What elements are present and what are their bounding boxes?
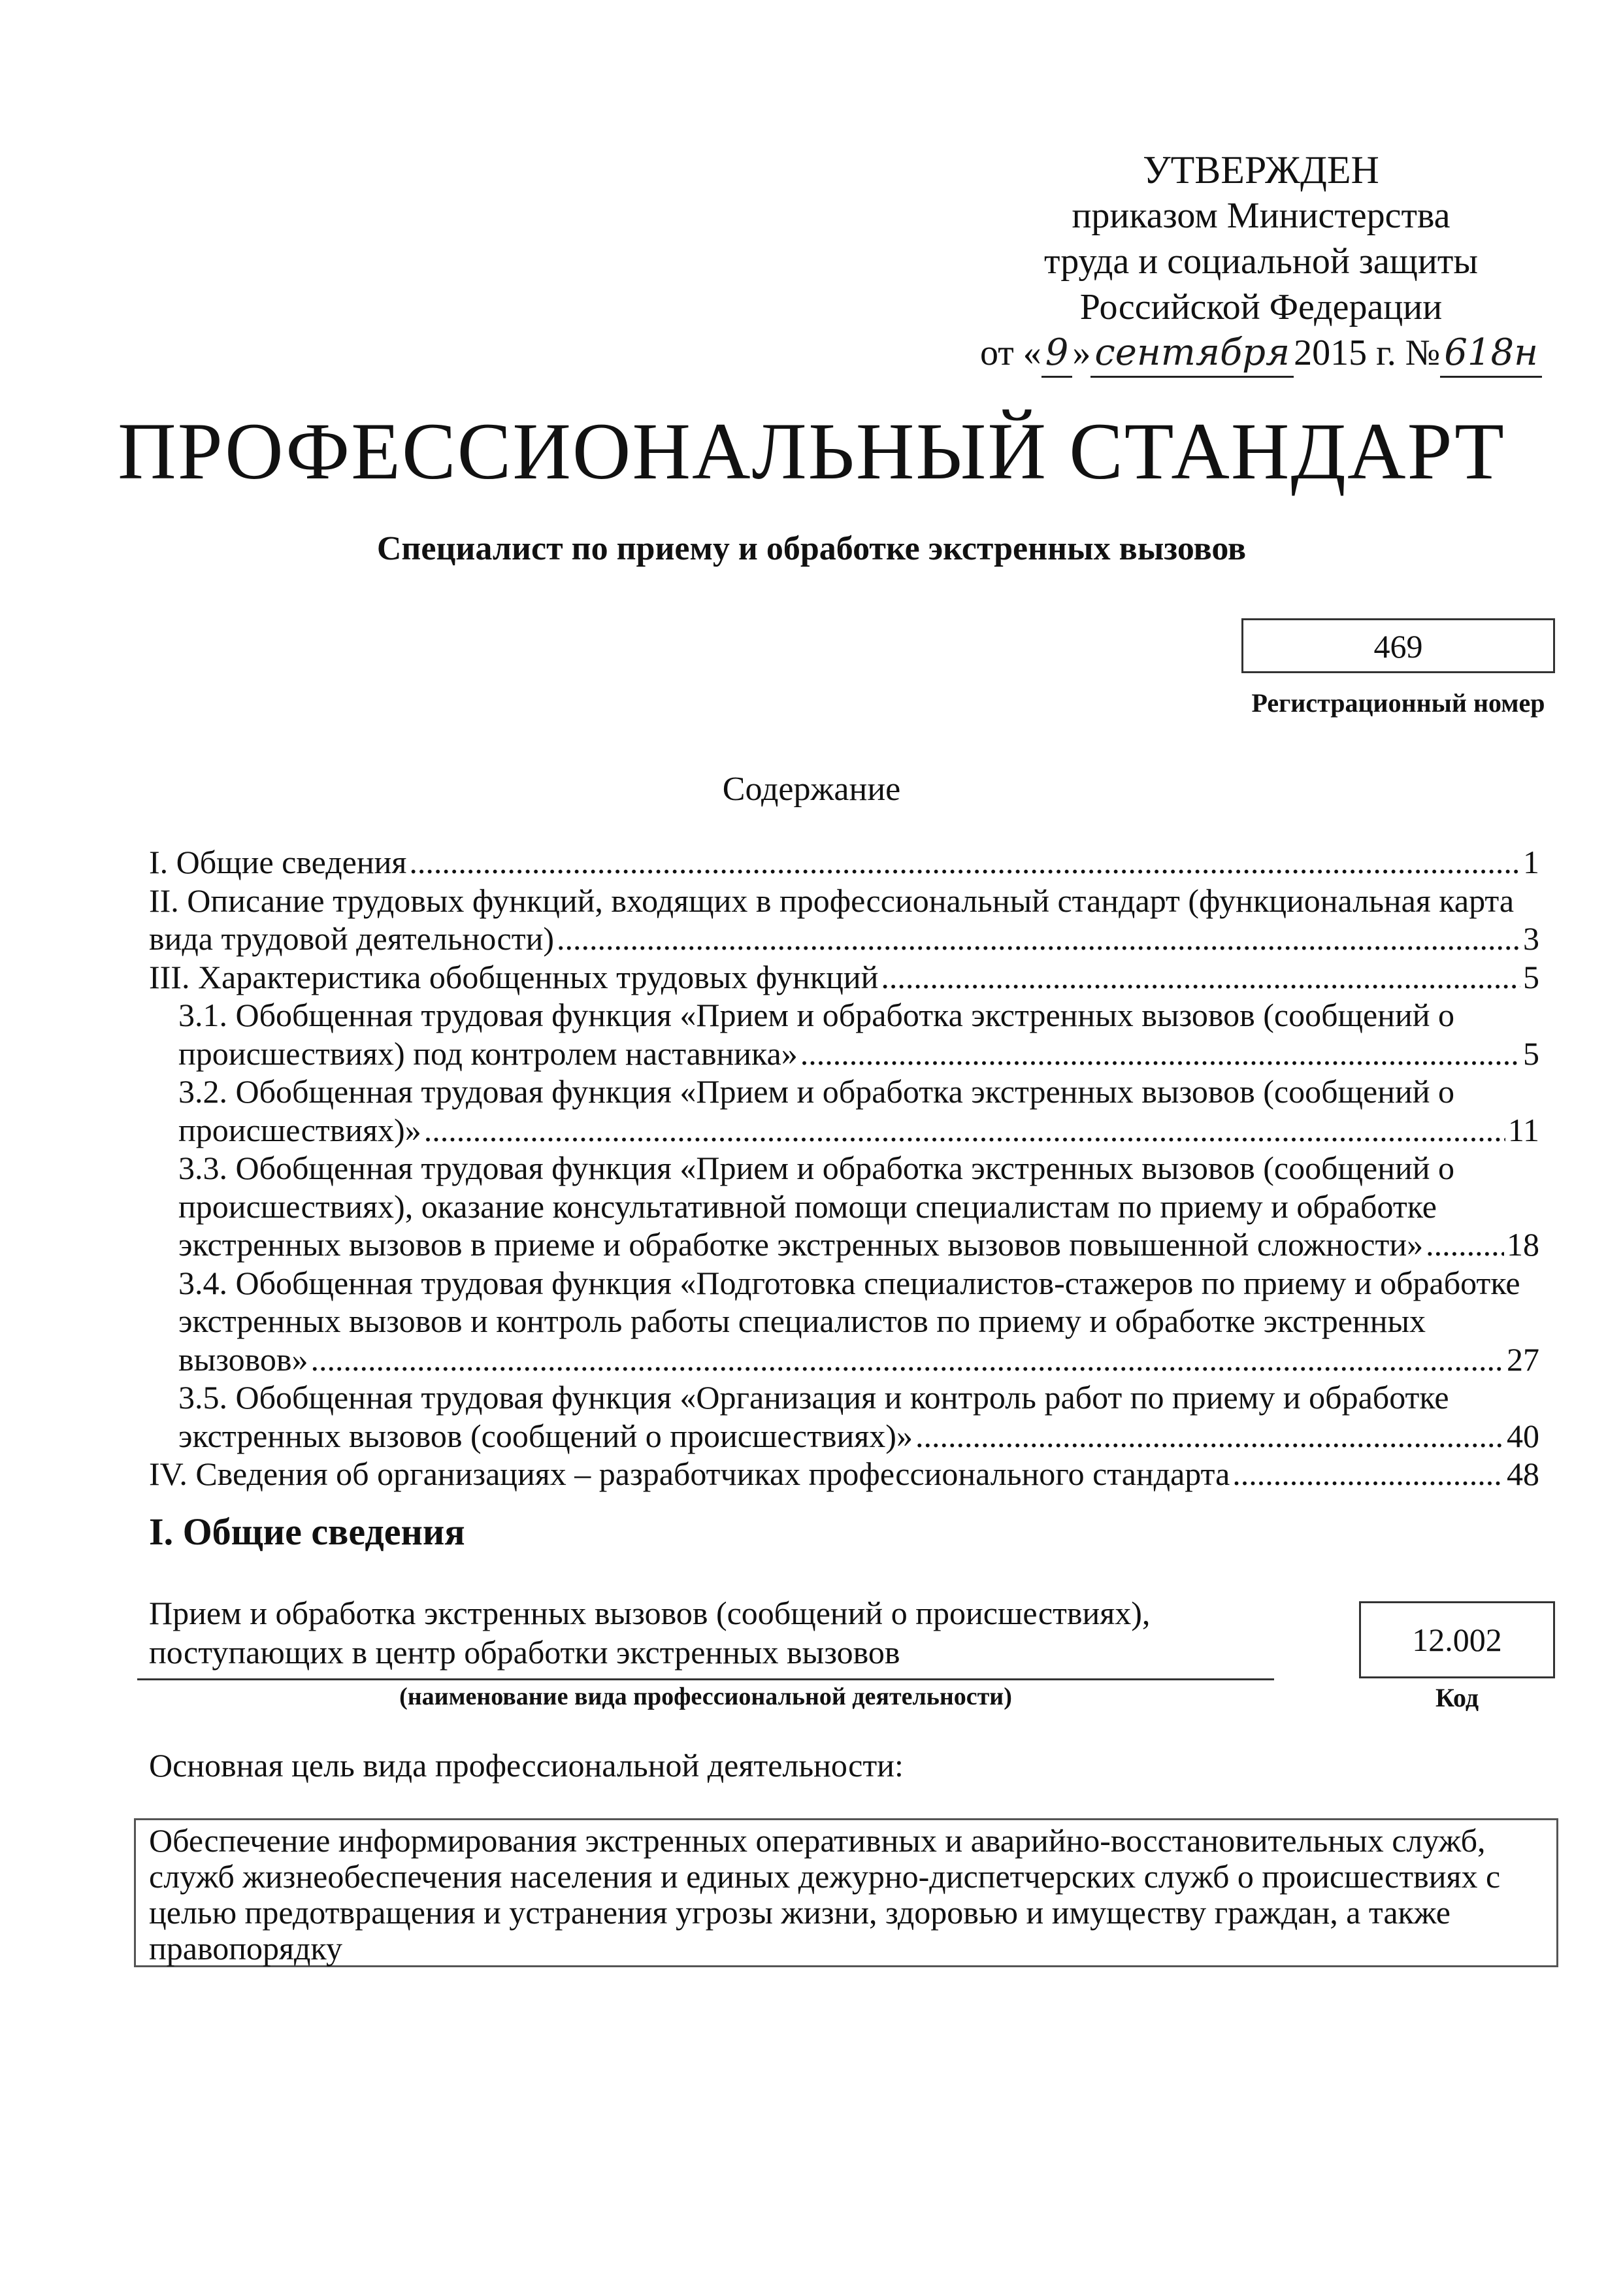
activity-name-line: Прием и обработка экстренных вызовов (сообщений о происшествиях), <box>149 1595 1151 1631</box>
toc-item[interactable] <box>149 958 1539 997</box>
activity-caption: (наименование вида профессиональной деятельности) <box>399 1683 1012 1710</box>
page-subtitle: Специалист по приему и обработке экстренных вызовов <box>376 530 1247 567</box>
toc-item-text: вызовов» <box>178 1340 308 1378</box>
toc-page-number: 1 <box>1523 844 1539 880</box>
approval-line-federation: Российской Федерации <box>1079 287 1443 327</box>
goal-line: служб жизнеобеспечения населения и единых дежурно-диспетчерских служб о происшествиях с <box>149 1858 1501 1895</box>
toc-item[interactable] <box>149 882 1539 958</box>
date-year: 2015 г. № <box>1294 333 1441 373</box>
activity-name <box>149 1593 1286 1672</box>
toc-item-text: 3.3. Обобщенная трудовая функция «Прием и обработка экстренных вызовов (сообщений о <box>178 1150 1455 1186</box>
toc-leader-dots <box>881 958 1520 997</box>
approval-line-labor: труда и социальной защиты <box>1044 241 1478 282</box>
toc-leader-dots <box>800 1035 1520 1073</box>
goal-line: Обеспечение информирования экстренных оперативных и аварийно-восстановительных служб, <box>149 1822 1486 1859</box>
toc-page-number: 27 <box>1507 1340 1539 1378</box>
toc-item[interactable] <box>149 1149 1539 1264</box>
toc-leader-dots <box>409 843 1520 882</box>
toc-item[interactable] <box>149 843 1539 882</box>
toc-item-text: происшествиях) под контролем наставника» <box>178 1035 798 1072</box>
goal-label: Основная цель вида профессиональной деятельности: <box>149 1747 904 1784</box>
contents-title: Содержание <box>722 771 901 808</box>
handwritten-day: 9 <box>1041 330 1073 378</box>
toc-leader-dots <box>915 1417 1504 1456</box>
table-of-contents <box>149 843 1539 1493</box>
handwritten-order-number: 618н <box>1440 330 1542 378</box>
toc-leader-dots <box>424 1111 1505 1150</box>
approval-block <box>967 147 1555 378</box>
date-quote-close: » <box>1072 333 1091 373</box>
goal-line: правопорядку <box>149 1930 342 1967</box>
activity-name-line: поступающих в центр обработки экстренных вызовов <box>149 1634 900 1671</box>
toc-item-text: 3.5. Обобщенная трудовая функция «Организация и контроль работ по приему и обработке <box>178 1379 1449 1416</box>
activity-underline <box>137 1678 1274 1680</box>
approval-heading: УТВЕРЖДЕН <box>1143 148 1379 191</box>
toc-item-text: IV. Сведения об организациях – разработчиках профессионального стандарта <box>149 1456 1230 1492</box>
toc-page-number: 5 <box>1523 1035 1539 1072</box>
toc-item-text: II. Описание трудовых функций, входящих в профессиональный стандарт (функциональная карта <box>149 882 1515 919</box>
toc-leader-dots <box>557 920 1520 958</box>
toc-item[interactable] <box>149 1073 1539 1149</box>
toc-item[interactable] <box>149 1378 1539 1455</box>
toc-item-text: экстренных вызовов в приеме и обработке экстренных вызовов повышенной сложности» <box>178 1226 1424 1263</box>
registration-number-box: 469 <box>1241 618 1555 673</box>
toc-leader-dots <box>311 1340 1504 1379</box>
toc-page-number: 11 <box>1507 1111 1539 1148</box>
goal-line: целью предотвращения и устранения угрозы жизни, здоровью и имуществу граждан, а также <box>149 1894 1451 1931</box>
toc-item-text: I. Общие сведения <box>149 844 407 880</box>
toc-item-text: экстренных вызовов (сообщений о происшествиях)» <box>178 1417 913 1454</box>
toc-item-text: 3.4. Обобщенная трудовая функция «Подготовка специалистов-стажеров по приему и обработке <box>178 1264 1520 1301</box>
toc-page-number: 48 <box>1507 1456 1539 1492</box>
code-box: 12.002 <box>1359 1601 1555 1678</box>
toc-leader-dots <box>1426 1225 1504 1264</box>
approval-line-ministry: приказом Министерства <box>1072 195 1451 236</box>
approval-date-line <box>967 330 1555 378</box>
code-label: Код <box>1435 1683 1479 1712</box>
toc-page-number: 5 <box>1523 958 1539 995</box>
toc-leader-dots <box>1232 1455 1504 1493</box>
toc-item-text: III. Характеристика обобщенных трудовых функций <box>149 958 879 995</box>
goal-box <box>134 1818 1558 1967</box>
toc-item[interactable] <box>149 1455 1539 1493</box>
section-heading: I. Общие сведения <box>149 1510 465 1553</box>
toc-item-text: 3.1. Обобщенная трудовая функция «Прием и обработка экстренных вызовов (сообщений о <box>178 997 1455 1033</box>
toc-item[interactable] <box>149 1264 1539 1379</box>
toc-item[interactable] <box>149 996 1539 1073</box>
toc-item-text: вида трудовой деятельности) <box>149 920 554 957</box>
handwritten-month: сентября <box>1090 330 1294 378</box>
toc-page-number: 3 <box>1523 920 1539 957</box>
date-prefix: от « <box>980 333 1041 373</box>
toc-item-text: 3.2. Обобщенная трудовая функция «Прием и обработка экстренных вызовов (сообщений о <box>178 1073 1455 1110</box>
toc-item-text: происшествиях), оказание консультативной помощи специалистам по приему и обработке <box>178 1188 1437 1225</box>
toc-item-text: экстренных вызовов и контроль работы специалистов по приему и обработке экстренных <box>178 1303 1426 1339</box>
toc-page-number: 18 <box>1507 1226 1539 1263</box>
page-title: ПРОФЕССИОНАЛЬНЫЙ СТАНДАРТ <box>118 407 1505 496</box>
toc-item-text: происшествиях)» <box>178 1111 421 1148</box>
toc-page-number: 40 <box>1507 1417 1539 1454</box>
registration-number-label: Регистрационный номер <box>1251 688 1545 718</box>
